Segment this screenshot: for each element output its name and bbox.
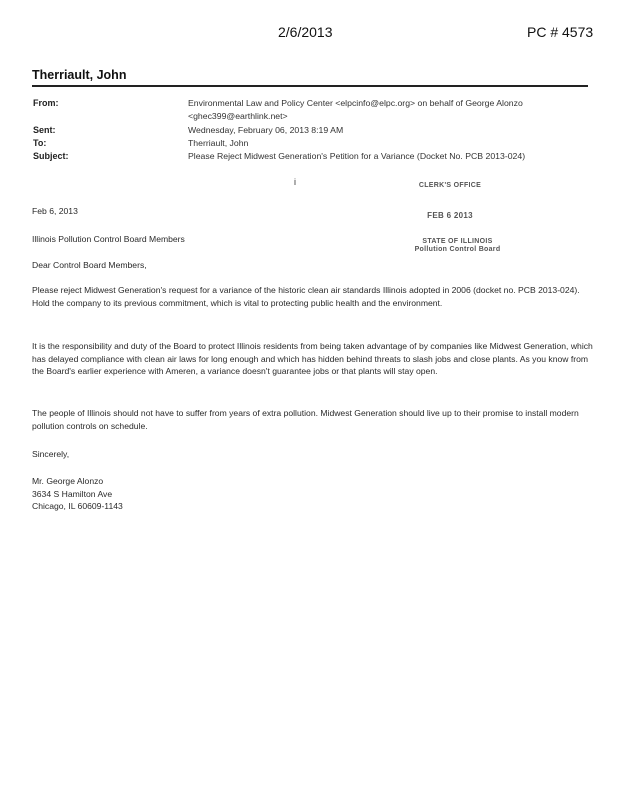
stray-mark: i bbox=[294, 177, 296, 187]
signature-name: Mr. George Alonzo bbox=[32, 476, 104, 486]
header-divider bbox=[32, 85, 588, 87]
clerk-office-stamp bbox=[385, 182, 515, 190]
letter-paragraph-1: Please reject Midwest Generation's request for a variance of the historic clean air standards Illinois adopted in 2006 (docket no. PCB 2013-024). Hold the company to its previous commitment, which is vital to protecting public health and the environment. bbox=[32, 285, 580, 308]
address-line-1: 3634 S Hamilton Ave bbox=[32, 488, 113, 499]
sender-name-header: Therriault, John bbox=[32, 68, 127, 82]
sent-value: Wednesday, February 06, 2013 8:19 AM bbox=[188, 125, 344, 135]
stamp-board: Pollution Control Board bbox=[414, 246, 501, 253]
letter-paragraph-2: It is the responsibility and duty of the Board to protect Illinois residents from being taken advantage of by companies like Midwest Generation, which has delayed compliance with clean air laws for long enough and which has hidden behind threats to slash jobs and close plants. As you know from the Board's earlier experience with Ameren, a variance doesn't guarantee jobs or that plants will stay open. bbox=[32, 341, 593, 376]
subject-value: Please Reject Midwest Generation's Petition for a Variance (Docket No. PCB 2013-024) bbox=[188, 151, 526, 161]
letter-paragraph-3: The people of Illinois should not have to suffer from years of extra pollution. Midwest Generation should live up to their promise to install modern pollution controls on schedule. bbox=[32, 408, 579, 431]
letter-date: Feb 6, 2013 bbox=[32, 206, 78, 216]
page-date-stamp: 2/6/2013 bbox=[278, 24, 333, 40]
from-label: From: bbox=[33, 98, 59, 108]
letter-salutation: Dear Control Board Members, bbox=[32, 260, 147, 270]
stamp-state: STATE OF ILLINOIS bbox=[422, 238, 493, 245]
from-value-line2: <ghec399@earthlink.net> bbox=[188, 111, 288, 121]
letter-closing: Sincerely, bbox=[32, 449, 70, 459]
received-date-stamp: FEB 6 2013 bbox=[427, 211, 473, 220]
letter-recipient: Illinois Pollution Control Board Members bbox=[32, 234, 185, 244]
sent-label: Sent: bbox=[33, 125, 56, 135]
to-value: Therriault, John bbox=[188, 138, 249, 148]
from-value-line1: Environmental Law and Policy Center <elpcinfo@elpc.org> on behalf of George Alonzo bbox=[188, 98, 523, 108]
to-label: To: bbox=[33, 138, 47, 148]
subject-label: Subject: bbox=[33, 151, 69, 161]
signature-block bbox=[32, 475, 594, 513]
address-line-2: Chicago, IL 60609-1143 bbox=[32, 501, 123, 511]
public-comment-number: PC # 4573 bbox=[527, 24, 594, 40]
stamp-clerk-office: CLERK'S OFFICE bbox=[418, 182, 482, 189]
from-value bbox=[188, 97, 523, 123]
